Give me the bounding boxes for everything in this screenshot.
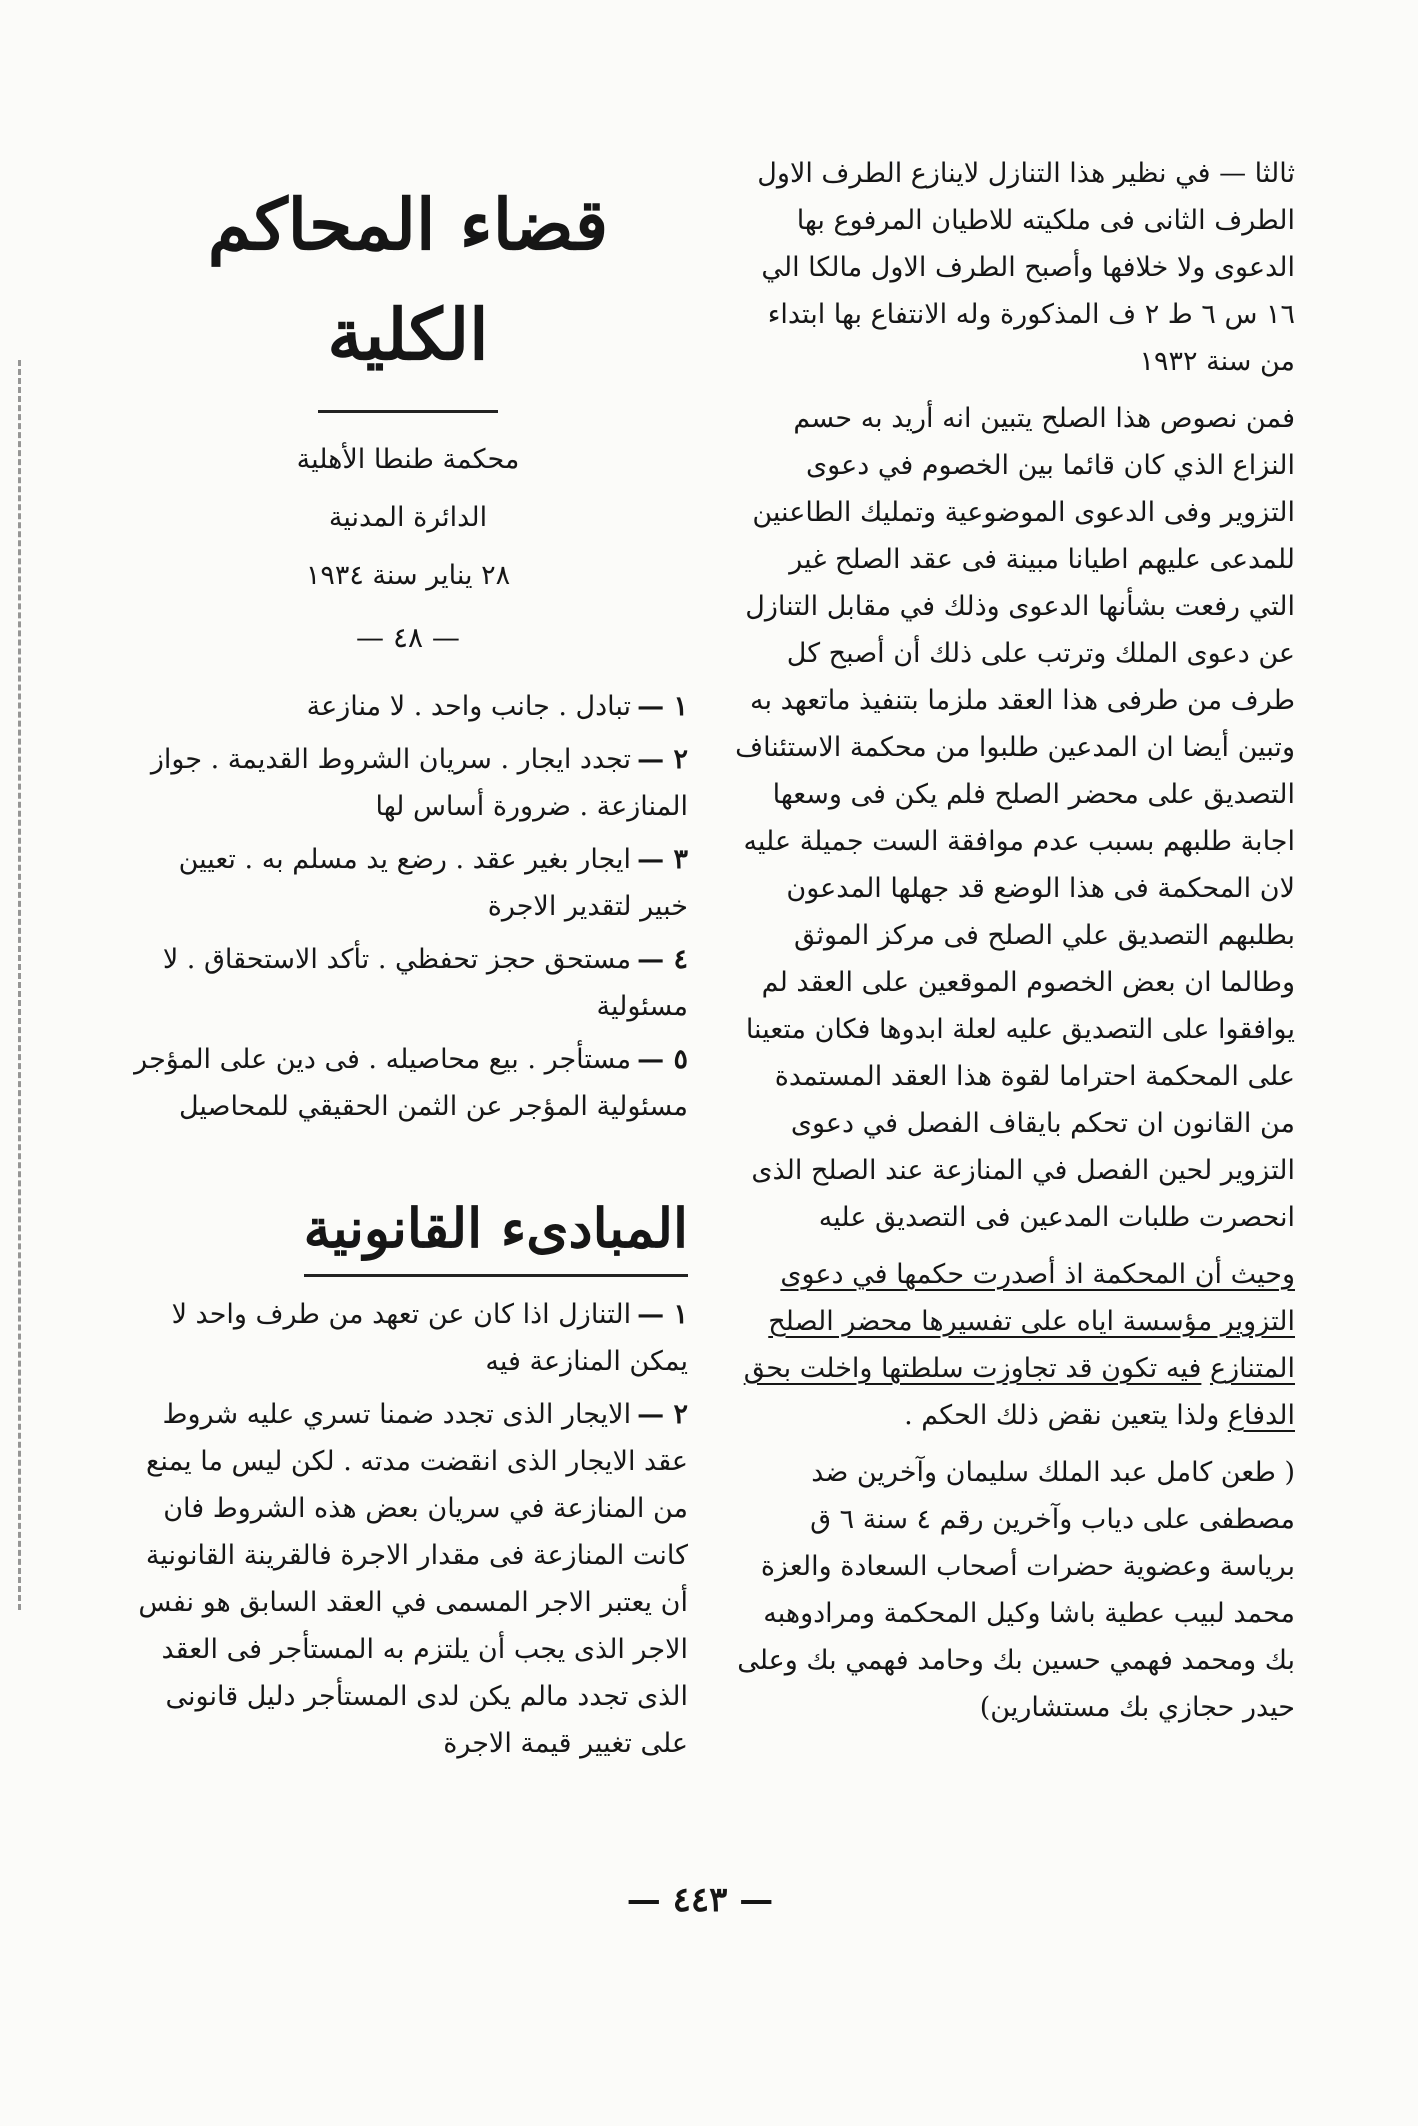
item-number: ٢ — (637, 1399, 688, 1430)
principle-item (128, 1391, 688, 1767)
left-column (128, 150, 688, 1767)
item-text: الايجار الذى تجدد ضمنا تسري عليه شروط عقد الايجار الذى انقضت مدته . لكن ليس ما يمنع من المنازعة في سريان بعض هذه الشروط فان كانت المنازعة فى مقدار الاجرة فالقرينة القانونية أن يعتبر الاجر المسمى في العقد السابق هو نفس الاجر الذى يجب أن يلتزم به المستأجر فى العقد الذى تجدد مالم يكن لدى المستأجر دليل قانونى على تغيير قيمة الاجرة (138, 1399, 688, 1759)
principle-item (128, 1291, 688, 1385)
item-number: ٤ — (637, 944, 688, 975)
summary-item (128, 936, 688, 1030)
item-number: ١ — (637, 691, 688, 722)
conclusion-line-4: ولذا يتعين نقض ذلك الحكم . (904, 1400, 1220, 1431)
conclusion-line-3: فيه تكون قد تجاوزت سلطتها واخلت بحق الدفاع (743, 1353, 1295, 1431)
item-number: ٢ — (637, 744, 688, 775)
conclusion-line-1: وحيث أن المحكمة اذ أصدرت حكمها في دعوى (780, 1259, 1295, 1290)
conclusion-line-2: التزوير مؤسسة اياه على تفسيرها محضر الصلح المتنازع (768, 1306, 1295, 1384)
paragraph-third-clause: ثالثا — في نظير هذا التنازل لاينازع الطرف الاول الطرف الثانى فى ملكيته للاطيان المرفوع بها الدعوى ولا خلافها وأصبح الطرف الاول مالكا الي ١٦ س ٦ ط ٢ ف المذكورة وله الانتفاع بها ابتداء من سنة ١٩٣٢ (757, 158, 1295, 377)
title-divider (318, 410, 498, 413)
item-text: تجدد ايجار . سريان الشروط القديمة . جواز المنازعة . ضرورة أساس لها (150, 744, 688, 822)
item-text: مستحق حجز تحفظي . تأكد الاستحقاق . لا مسئولية (162, 944, 688, 1022)
item-number: ٣ — (637, 844, 688, 875)
court-circuit: الدائرة المدنية (328, 502, 488, 533)
journal-title: قضاء المحاكم الكلية (207, 183, 609, 376)
summary-item (128, 683, 688, 730)
case-number: — ٤٨ — (356, 621, 460, 654)
left-edge-scan-mark (18, 360, 35, 1610)
item-number: ١ — (637, 1299, 688, 1330)
item-text: ايجار بغير عقد . رضع يد مسلم به . تعيين خبير لتقدير الاجرة (178, 844, 688, 922)
item-number: ٥ — (637, 1044, 688, 1075)
summary-item (128, 1036, 688, 1130)
paragraph-reasoning: فمن نصوص هذا الصلح يتبين انه أريد به حسم النزاع الذي كان قائما بين الخصوم في دعوى التزوير وفى الدعوى الموضوعية وتمليك الطاعنين للمدعى عليهم اطيانا مبينة فى عقد الصلح غير التي رفعت بشأنها الدعوى وذلك في مقابل التنازل عن دعوى الملك وترتب على ذلك أن أصبح كل طرف من طرفى هذا العقد ملزما بتنفيذ ماتعهد به وتبين أيضا ان المدعين طلبوا من محكمة الاستئناف التصديق على محضر الصلح فلم يكن فى وسعها اجابة طلبهم بسبب عدم موافقة الست جميلة عليه لان المحكمة فى هذا الوضع قد جهلها المدعون بطلبهم التصديق علي الصلح فى مركز الموثق وطالما ان بعض الخصوم الموقعين على العقد لم يوافقوا على التصديق عليه لعلة ابدوها فكان متعينا على المحكمة احتراما لقوة هذا العقد المستمدة من القانون ان تحكم بايقاف الفصل في دعوى التزوير لحين الفصل في المنازعة عند الصلح الذى انحصرت طلبات المدعين فى التصديق عليه (735, 403, 1295, 1233)
summary-item (128, 836, 688, 930)
item-text: تبادل . جانب واحد . لا منازعة (306, 691, 632, 722)
principles-heading: المبادىء القانونية (304, 1188, 688, 1277)
summary-list (128, 683, 688, 1130)
court-name: محكمة طنطا الأهلية (296, 444, 520, 475)
summary-item (128, 736, 688, 830)
paragraph-conclusion (735, 1251, 1295, 1439)
item-text: مستأجر . بيع محاصيله . فى دين على المؤجر مسئولية المؤجر عن الثمن الحقيقي للمحاصيل (134, 1044, 688, 1122)
right-column (735, 150, 1295, 1731)
case-citation: ( طعن كامل عبد الملك سليمان وآخرين ضد مصطفى على دياب وآخرين رقم ٤ سنة ٦ ق برياسة وعضوية حضرات أصحاب السعادة والعزة محمد لبيب عطية باشا وكيل المحكمة ومرادوهبه بك ومحمد فهمي حسين بك وحامد فهمي بك وعلى حيدر حجازي بك مستشارين) (737, 1457, 1295, 1723)
principles-list (128, 1291, 688, 1767)
judgment-date: ٢٨ يناير سنة ١٩٣٤ (305, 560, 511, 591)
page-number: — ٤٤٣ — (626, 1880, 774, 1920)
item-text: التنازل اذا كان عن تعهد من طرف واحد لا يمكن المنازعة فيه (171, 1299, 688, 1377)
